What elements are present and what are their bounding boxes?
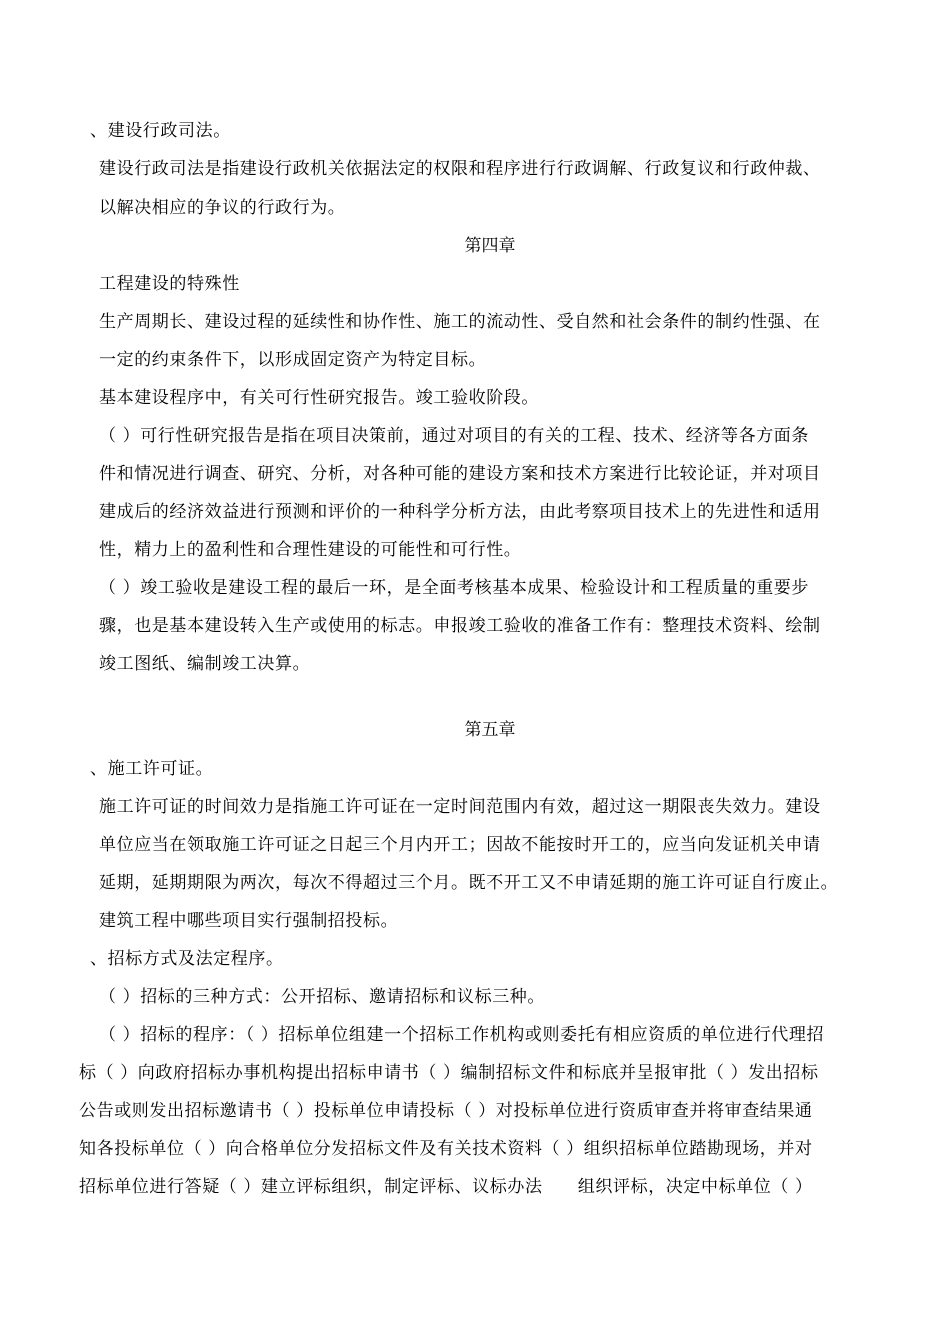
section-heading-admin-justice: 、建设行政司法。 — [90, 121, 231, 141]
paragraph-line: 延期，延期期限为两次，每次不得超过三个月。既不开工又不申请延期的施工许可证自行废止。 — [99, 873, 839, 893]
chapter-title-5: 第五章 — [464, 720, 516, 740]
paragraph-line: 以解决相应的争议的行政行为。 — [99, 198, 346, 218]
paragraph-line: 生产周期长、建设过程的延续性和协作性、施工的流动性、受自然和社会条件的制约性强、在 — [99, 312, 821, 332]
paragraph-line: 施工许可证的时间效力是指施工许可证在一定时间范围内有效，超过这一期限丧失效力。建设 — [99, 797, 821, 817]
paragraph-line: （ ）可行性研究报告是指在项目决策前，通过对项目的有关的工程、技术、经济等各方面条 — [99, 426, 810, 446]
paragraph-line: 件和情况进行调查、研究、分析，对各种可能的建设方案和技术方案进行比较论证，并对项目 — [99, 464, 821, 484]
section-heading: 工程建设的特殊性 — [99, 274, 240, 294]
paragraph-line: 公告或则发出招标邀请书（ ）投标单位申请投标（ ）对投标单位进行资质审查并将审查结果通 — [79, 1101, 813, 1121]
section-heading-bidding: 、招标方式及法定程序。 — [90, 949, 284, 969]
section-heading-construction-permit: 、施工许可证。 — [90, 759, 214, 779]
paragraph-line: 骤，也是基本建设转入生产或使用的标志。申报竣工验收的准备工作有：整理技术资料、绘制 — [99, 616, 821, 636]
paragraph-line: 标（ ）向政府招标办事机构提出招标申请书（ ）编制招标文件和标底并呈报审批（ ）发出招标 — [79, 1063, 819, 1083]
paragraph-line: 竣工图纸、编制竣工决算。 — [99, 654, 311, 674]
paragraph-line: （ ）竣工验收是建设工程的最后一环，是全面考核基本成果、检验设计和工程质量的重要步 — [99, 578, 810, 598]
paragraph-line: 建筑工程中哪些项目实行强制招投标。 — [99, 911, 399, 931]
paragraph-line: 建设行政司法是指建设行政机关依据法定的权限和程序进行行政调解、行政复议和行政仲裁、 — [99, 159, 821, 179]
paragraph-line: 建成后的经济效益进行预测和评价的一种科学分析方法，由此考察项目技术上的先进性和适用 — [99, 502, 821, 522]
paragraph-line: 单位应当在领取施工许可证之日起三个月内开工；因故不能按时开工的，应当向发证机关申请 — [99, 835, 821, 855]
paragraph-line: 基本建设程序中，有关可行性研究报告。竣工验收阶段。 — [99, 388, 539, 408]
paragraph-line: 知各投标单位（ ）向合格单位分发招标文件及有关技术资料（ ）组织招标单位踏勘现场，并对 — [79, 1139, 813, 1159]
paragraph-line: 一定的约束条件下，以形成固定资产为特定目标。 — [99, 350, 487, 370]
chapter-title-4: 第四章 — [464, 236, 516, 256]
paragraph-line: 性，精力上的盈利性和合理性建设的可能性和可行性。 — [99, 540, 522, 560]
paragraph-line: （ ）招标的程序：（ ）招标单位组建一个招标工作机构或则委托有相应资质的单位进行代理招 — [99, 1025, 825, 1045]
paragraph-line: （ ）招标的三种方式：公开招标、邀请招标和议标三种。 — [99, 987, 546, 1007]
paragraph-line: 招标单位进行答疑（ ）建立评标组织，制定评标、议标办法 组织评标，决定中标单位（ ） — [79, 1177, 813, 1197]
